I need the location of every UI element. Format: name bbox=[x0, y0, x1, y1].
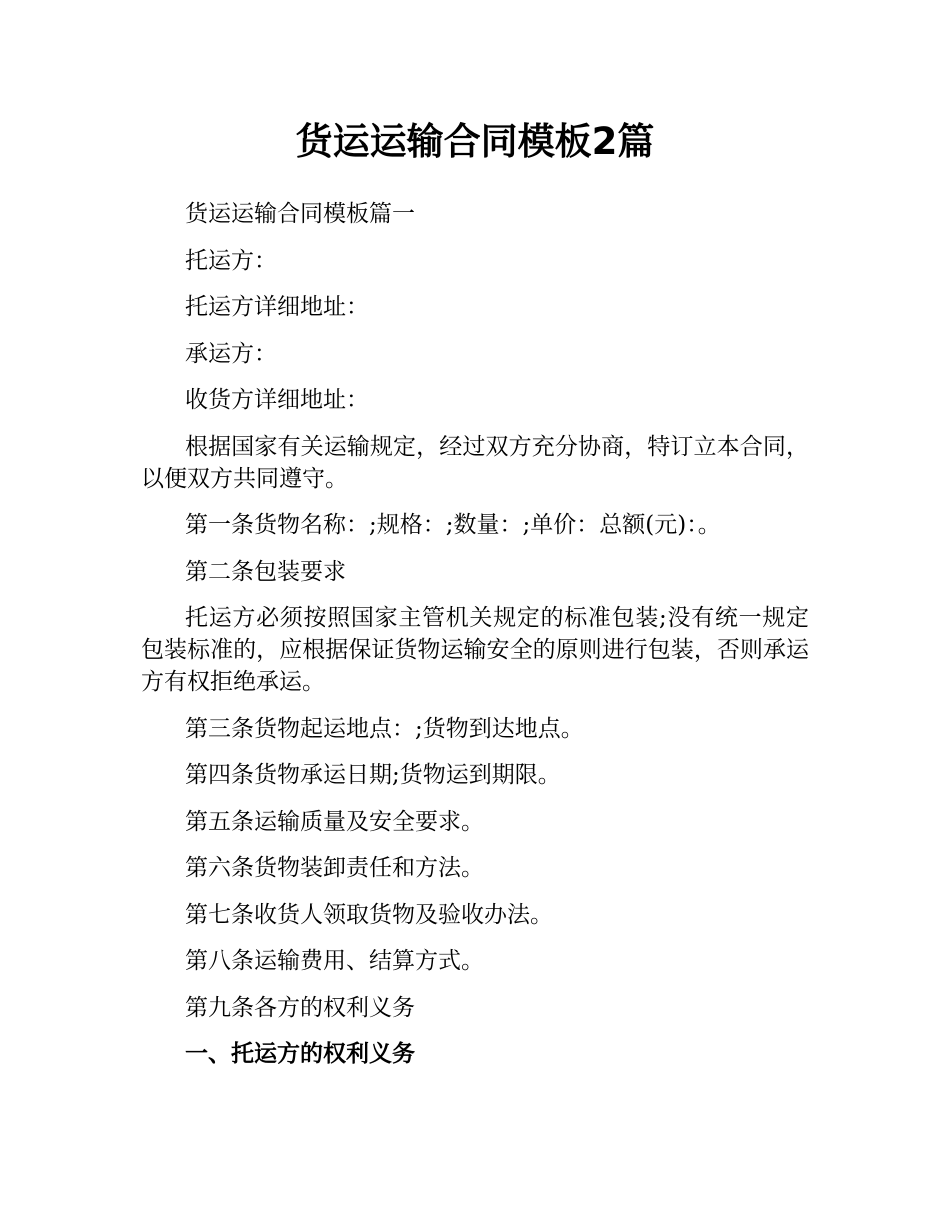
shipper-field: 托运方： bbox=[185, 247, 277, 274]
article-9: 第九条各方的权利义务 bbox=[185, 994, 415, 1021]
document-body bbox=[141, 198, 809, 1085]
document-title: 货运运输合同模板2篇 bbox=[295, 120, 655, 163]
article-2-body: 托运方必须按照国家主管机关规定的标准包装;没有统一规定包装标准的，应根据保证货物运输安全的原则进行包装，否则承运方有权拒绝承运。 bbox=[141, 605, 809, 695]
article-7: 第七条收货人领取货物及验收办法。 bbox=[185, 901, 553, 928]
article-8: 第八条运输费用、结算方式。 bbox=[185, 948, 484, 974]
article-3: 第三条货物起运地点：;货物到达地点。 bbox=[185, 715, 584, 742]
section-subtitle: 货运运输合同模板篇一 bbox=[185, 201, 415, 227]
article-1: 第一条货物名称：;规格：;数量：;单价：总额(元)：。 bbox=[185, 512, 721, 538]
preamble-paragraph: 根据国家有关运输规定，经过双方充分协商，特订立本合同，以便双方共同遵守。 bbox=[141, 433, 809, 492]
article-4: 第四条货物承运日期;货物运到期限。 bbox=[185, 762, 561, 788]
consignee-address-field: 收货方详细地址： bbox=[185, 387, 369, 413]
shipper-address-field: 托运方详细地址： bbox=[185, 294, 369, 320]
article-6: 第六条货物装卸责任和方法。 bbox=[185, 855, 484, 881]
article-2-heading: 第二条包装要求 bbox=[185, 558, 346, 585]
article-5: 第五条运输质量及安全要求。 bbox=[185, 808, 484, 835]
shipper-rights-heading: 一、托运方的权利义务 bbox=[185, 1041, 415, 1067]
carrier-field: 承运方： bbox=[185, 340, 277, 367]
